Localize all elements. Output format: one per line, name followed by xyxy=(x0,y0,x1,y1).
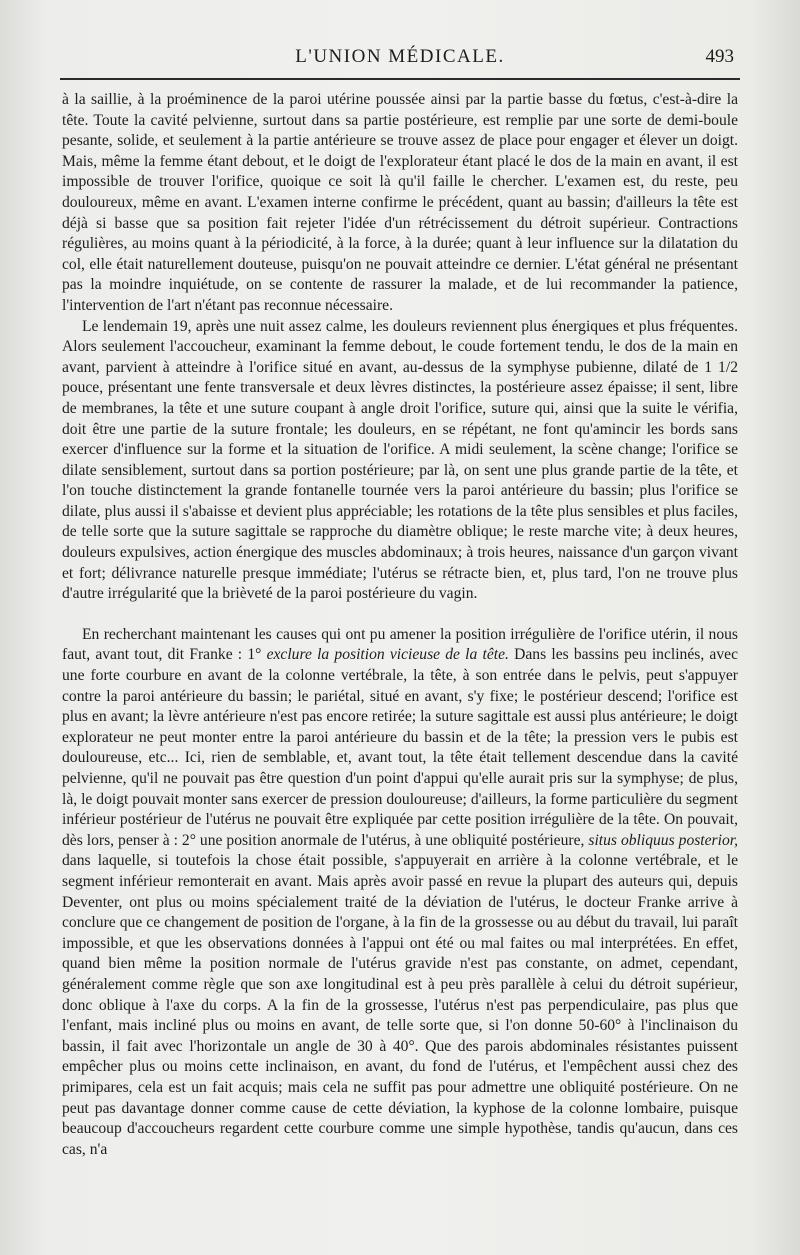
page-number: 493 xyxy=(705,46,734,67)
paragraph-3-part-3: dans laquelle, si toutefois la chose était possible, s'appuyerait en arrière à la colonne vertébrale, et le segment inférieur remonterait en avant. Mais après avoir passé en revue la plupart des auteurs qui, depuis Deventer, ont plus ou moins spécialement traité de la déviation de l'utérus, le docteur Franke arrive à conclure que ce changement de position de l'organe, à la fin de la grossesse ou au début du travail, lui paraît impossible, et que les observations données à l'appui ont été ou mal faites ou mal interprétées. En effet, quand bien même la position normale de l'utérus gravide n'est pas constante, on admet, cependant, généralement comme règle que son axe longitudinal est à peu près parallèle à celui du détroit supérieur, donc oblique à l'axe du corps. A la fin de la grossesse, l'utérus n'est pas perpendiculaire, pas plus que l'enfant, mais incliné plus ou moins en avant, de telle sorte que, si l'on donne 50-60° à l'inclinaison du bassin, il fait avec l'horizontale un angle de 30 à 40°. Que des parois abdominales résistantes puissent empêcher plus ou moins cette inclinaison, en avant, du fond de l'utérus, et l'empêchent aussi chez des primipares, cela est un fait acquis; mais cela ne suffit pas pour admettre une obliquité postérieure. On ne peut pas davantage donner comme cause de cette déviation, la kyphose de la colonne lombaire, puisque beaucoup d'accoucheurs regardent cette courbure comme une simple hypothèse, tandis qu'aucun, dans ces cas, n'a xyxy=(62,852,738,1158)
emphasis-exclure: exclure la position vicieuse de la tête. xyxy=(266,646,509,664)
body-text xyxy=(62,90,738,1160)
emphasis-situs-obliquus: situs obliquus posterior, xyxy=(588,831,738,849)
page-header xyxy=(60,46,740,76)
paragraph-3-part-1: En recherchant maintenant les causes qui ont pu amener la position irrégulière de l'orifice utérin, il nous faut, avant tout, dit Franke : 1° xyxy=(62,625,738,664)
running-title: L'UNION MÉDICALE. xyxy=(295,46,505,67)
paragraph-3-part-2: Dans les bassins peu inclinés, avec une forte courbure en avant de la colonne vertébrale, la tête, à son entrée dans le pelvis, peut s'appuyer contre la paroi antérieure du bassin; le pariétal, situé en avant, s'y fixe; le postérieur descend; l'orifice est plus en avant; la lèvre antérieure n'est pas encore retirée; la suture sagittale est aussi plus antérieure; le doigt explorateur ne peut monter entre la paroi antérieure du bassin et de la tête; la pression vers le pubis est douloureuse, etc... Ici, rien de semblable, et, avant tout, la tête était tellement descendue dans la cavité pelvienne, qu'il ne pouvait pas être question d'un point d'appui qu'elle aurait pris sur la symphyse; de plus, là, le doigt pouvait monter sans exercer de pression douloureuse; d'ailleurs, la forme particulière du segment inférieur postérieur de l'utérus ne pouvait être expliquée par cette position irrégulière de la tête. On pouvait, dès lors, penser à : 2° une position anormale de l'utérus, à une obliquité postérieure, xyxy=(62,646,738,849)
paragraph-3 xyxy=(62,625,738,1160)
paragraph-2: Le lendemain 19, après une nuit assez calme, les douleurs reviennent plus énergiques et plus fréquentes. Alors seulement l'accoucheur, examinant la femme debout, le coude fortement tendu, le dos de la main en avant, parvient à atteindre à l'orifice situé en avant, au-dessus de la symphyse pubienne, dilaté de 1 1/2 pouce, présentant une fente transversale et deux lèvres distinctes, la postérieure assez épaisse; il sent, libre de membranes, la tête et une suture coupant à angle droit l'orifice, suture qui, ainsi que la suite le vérifia, doit être une partie de la suture frontale; les douleurs, en se répétant, ne font qu'amincir les bords sans exercer d'influence sur la forme et la situation de l'orifice. A midi seulement, la scène change; l'orifice se dilate sensiblement, surtout dans sa portion postérieure; par là, on sent une plus grande partie de la tête, et l'on touche distinctement la grande fontanelle tournée vers la paroi antérieure du bassin; plus l'orifice se dilate, plus aussi il s'abaisse et devient plus appréciable; les rotations de la tête plus sensibles et plus faciles, de telle sorte que la suture sagittale se rapproche du diamètre oblique; le reste marche vite; à deux heures, douleurs expulsives, action énergique des muscles abdominaux; à trois heures, naissance d'un garçon vivant et fort; délivrance naturelle presque immédiate; l'utérus se rétracte bien, et, plus tard, l'on ne trouve plus d'autre irrégularité que la brièveté de la paroi postérieure du vagin. xyxy=(62,317,738,603)
paragraph-1: à la saillie, à la proéminence de la paroi utérine poussée ainsi par la partie basse du fœtus, c'est-à-dire la tête. Toute la cavité pelvienne, surtout dans sa partie postérieure, est remplie par une sorte de demi-boule pesante, solide, et seulement à la partie antérieure se trouve assez de place pour engager et élever un doigt. Mais, même la femme étant debout, et le doigt de l'explorateur étant placé le dos de la main en avant, il est impossible de trouver l'orifice, quoique ce soit là qu'il faille le chercher. L'examen est, du reste, peu douloureux, même en avant. L'examen interne confirme le précédent, quant au bassin; d'ailleurs la tête est déjà si basse que sa position fait rejeter l'idée d'un rétrécissement du détroit supérieur. Contractions régulières, au moins quant à la périodicité, à la force, à la durée; quant à leur influence sur la dilatation du col, elle était naturellement douteuse, puisqu'on ne pouvait atteindre ce dernier. L'état général ne présentant pas la moindre inquiétude, on se contente de rassurer la malade, et de lui recommander la patience, l'intervention de l'art n'étant pas reconnue nécessaire. xyxy=(62,91,738,314)
header-rule xyxy=(60,78,740,80)
